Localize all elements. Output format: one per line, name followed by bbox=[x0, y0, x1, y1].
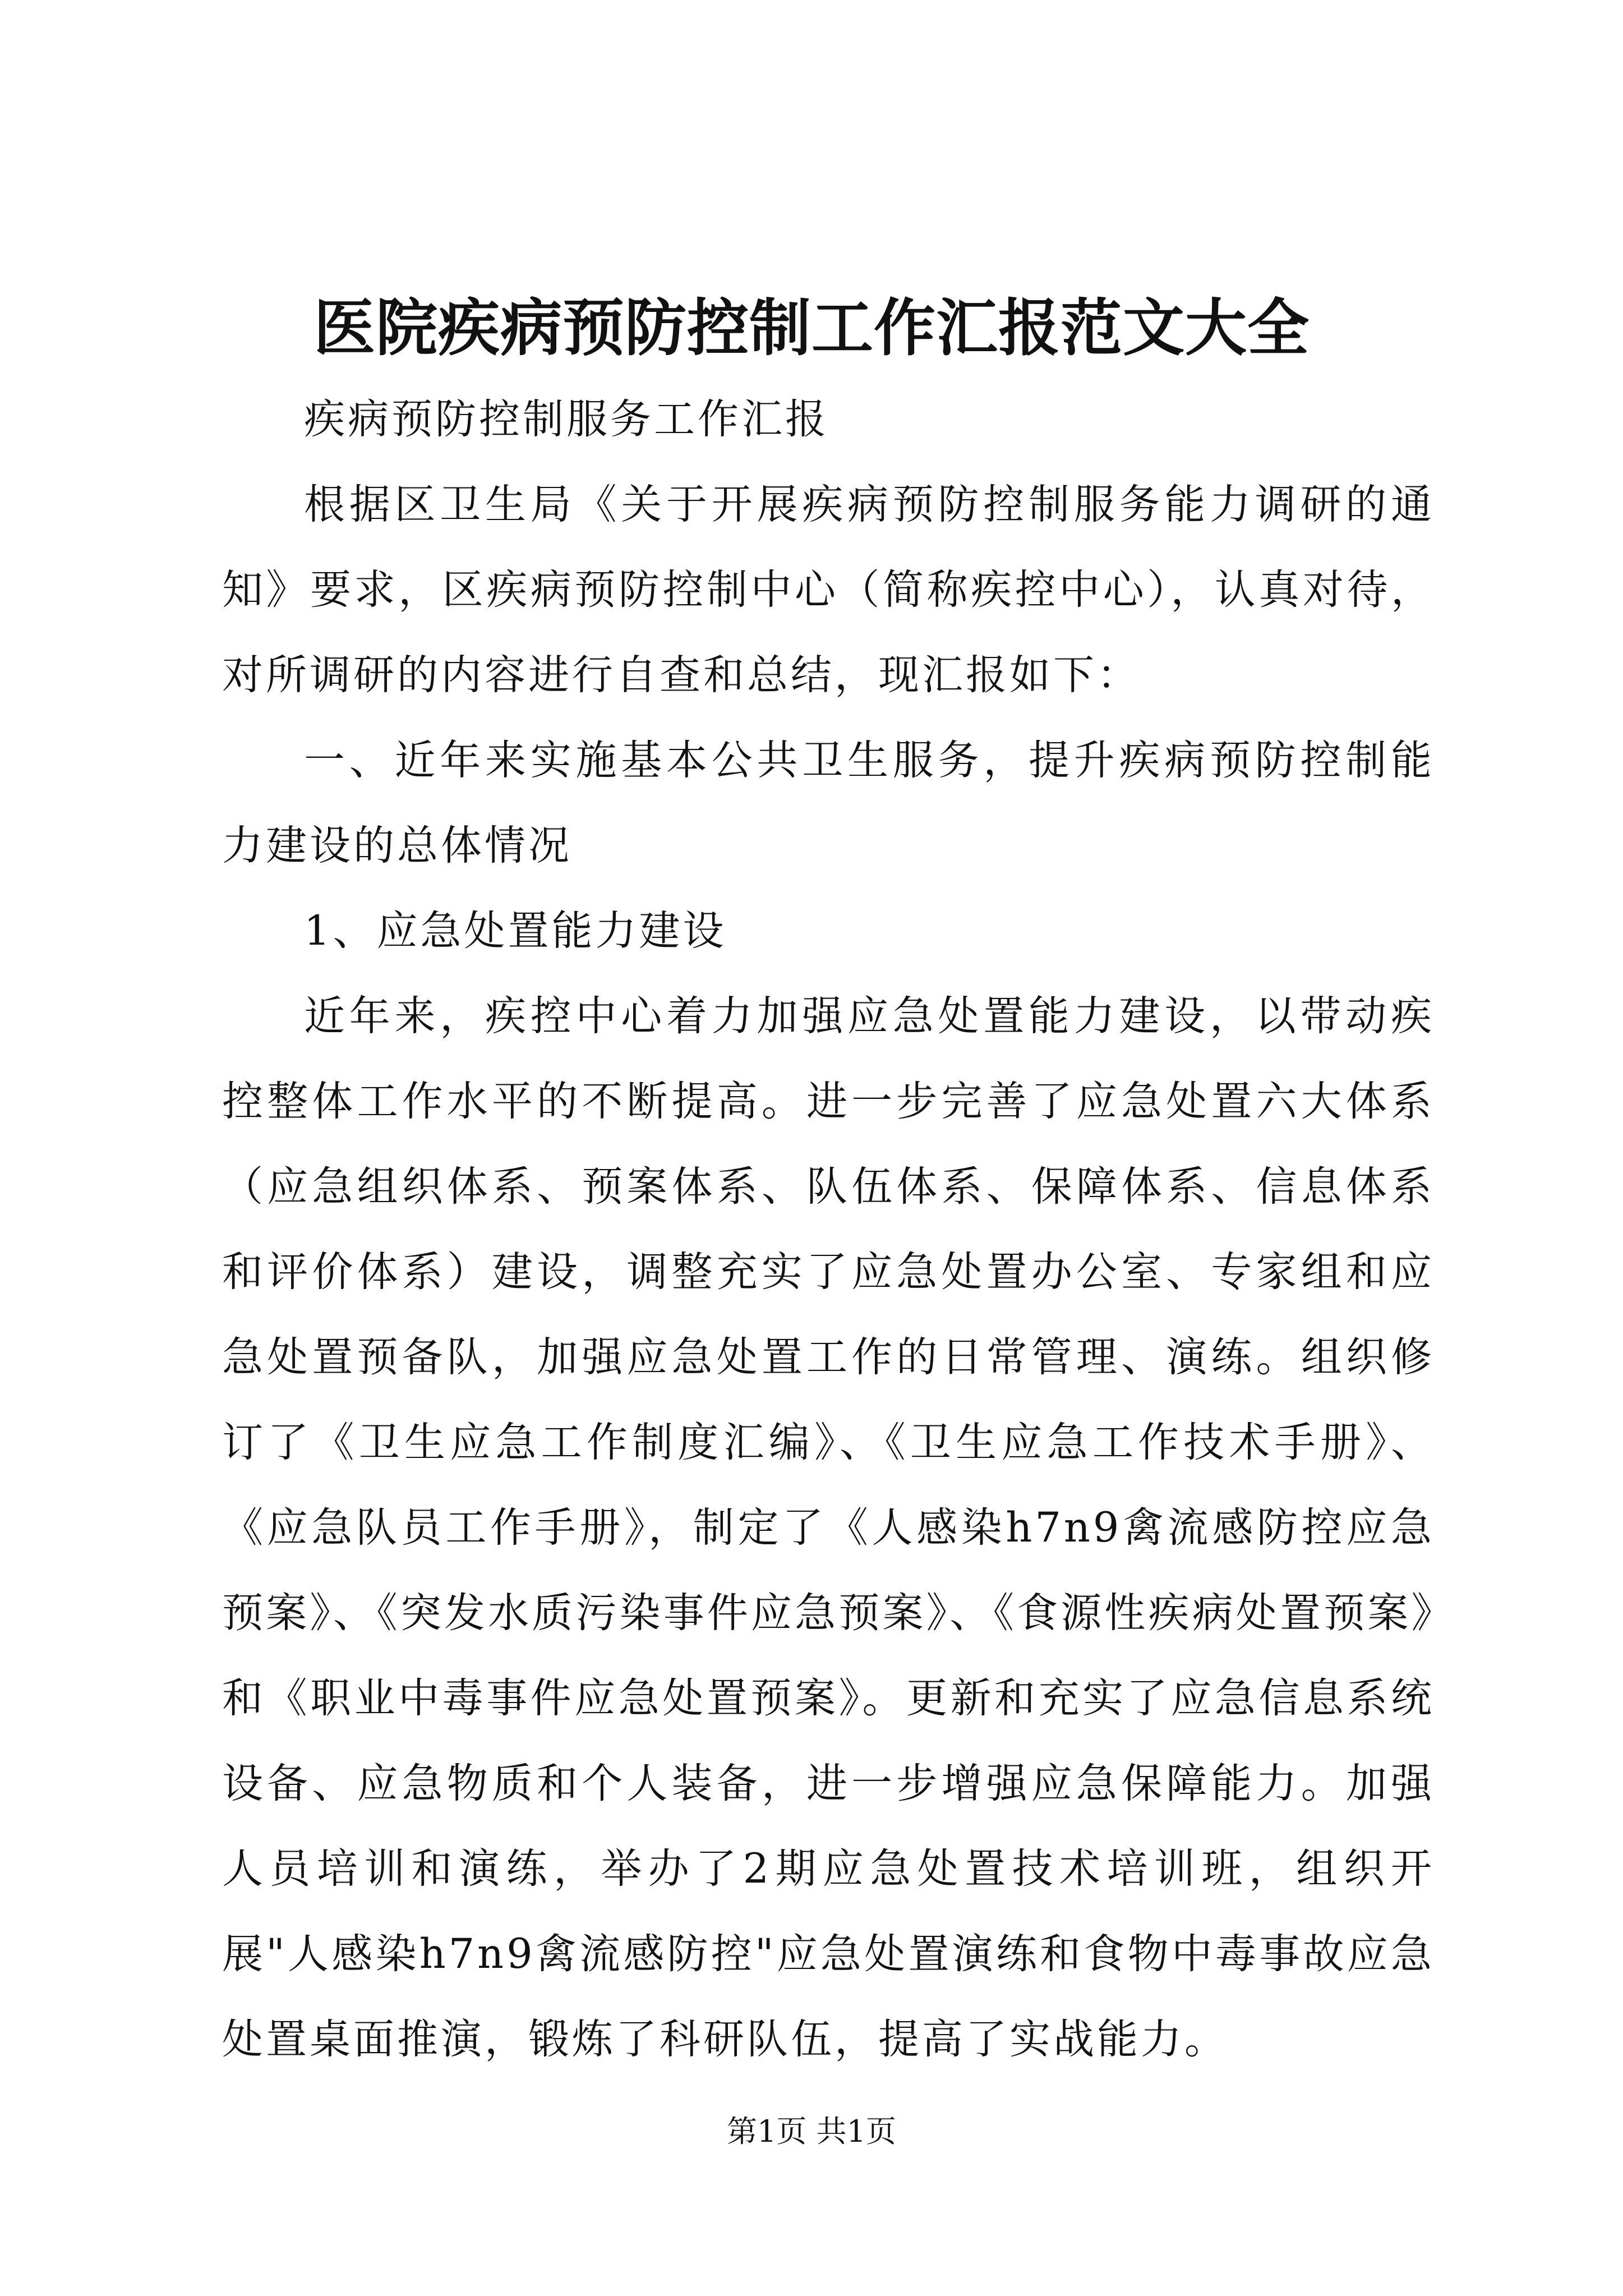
document-title: 医院疾病预防控制工作汇报范文大全 bbox=[313, 292, 1310, 364]
paragraph-body: 近年来，疾控中心着力加强应急处置能力建设，以带动疾控整体工作水平的不断提高。进一步完善了应急处置六大体系（应急组织体系、预案体系、队伍体系、保障体系、信息体系和评价体系）建设，调整充实了应急处置办公室、专家组和应急处置预备队，加强应急处置工作的日常管理、演练。组织修订了《卫生应急工作制度汇编》、《卫生应急工作技术手册》、《应急队员工作手册》，制定了《人感染h7n9禽流感防控应急预案》、《突发水质污染事件应急预案》、《食源性疾病处置预案》和《职业中毒事件应急处置预案》。更新和充实了应急信息系统设备、应急物质和个人装备，进一步增强应急保障能力。加强人员培训和演练，举办了2期应急处置技术培训班，组织开展"人感染h7n9禽流感防控"应急处置演练和食物中毒事故应急处置桌面推演，锻炼了科研队伍，提高了实战能力。 bbox=[222, 992, 1435, 2063]
paragraph-intro: 根据区卫生局《关于开展疾病预防控制服务能力调研的通知》要求，区疾病预防控制中心（简称疾控中心），认真对待，对所调研的内容进行自查和总结，现汇报如下： bbox=[222, 481, 1435, 699]
paragraph-section-heading: 一、近年来实施基本公共卫生服务，提升疾病预防控制能力建设的总体情况 bbox=[222, 737, 1435, 869]
paragraph-subtitle: 疾病预防控制服务工作汇报 bbox=[304, 395, 829, 443]
page-footer: 第1页 共1页 bbox=[727, 2114, 896, 2149]
paragraph-subsection-heading: 1、应急处置能力建设 bbox=[304, 907, 727, 955]
document-body bbox=[222, 377, 1435, 2082]
